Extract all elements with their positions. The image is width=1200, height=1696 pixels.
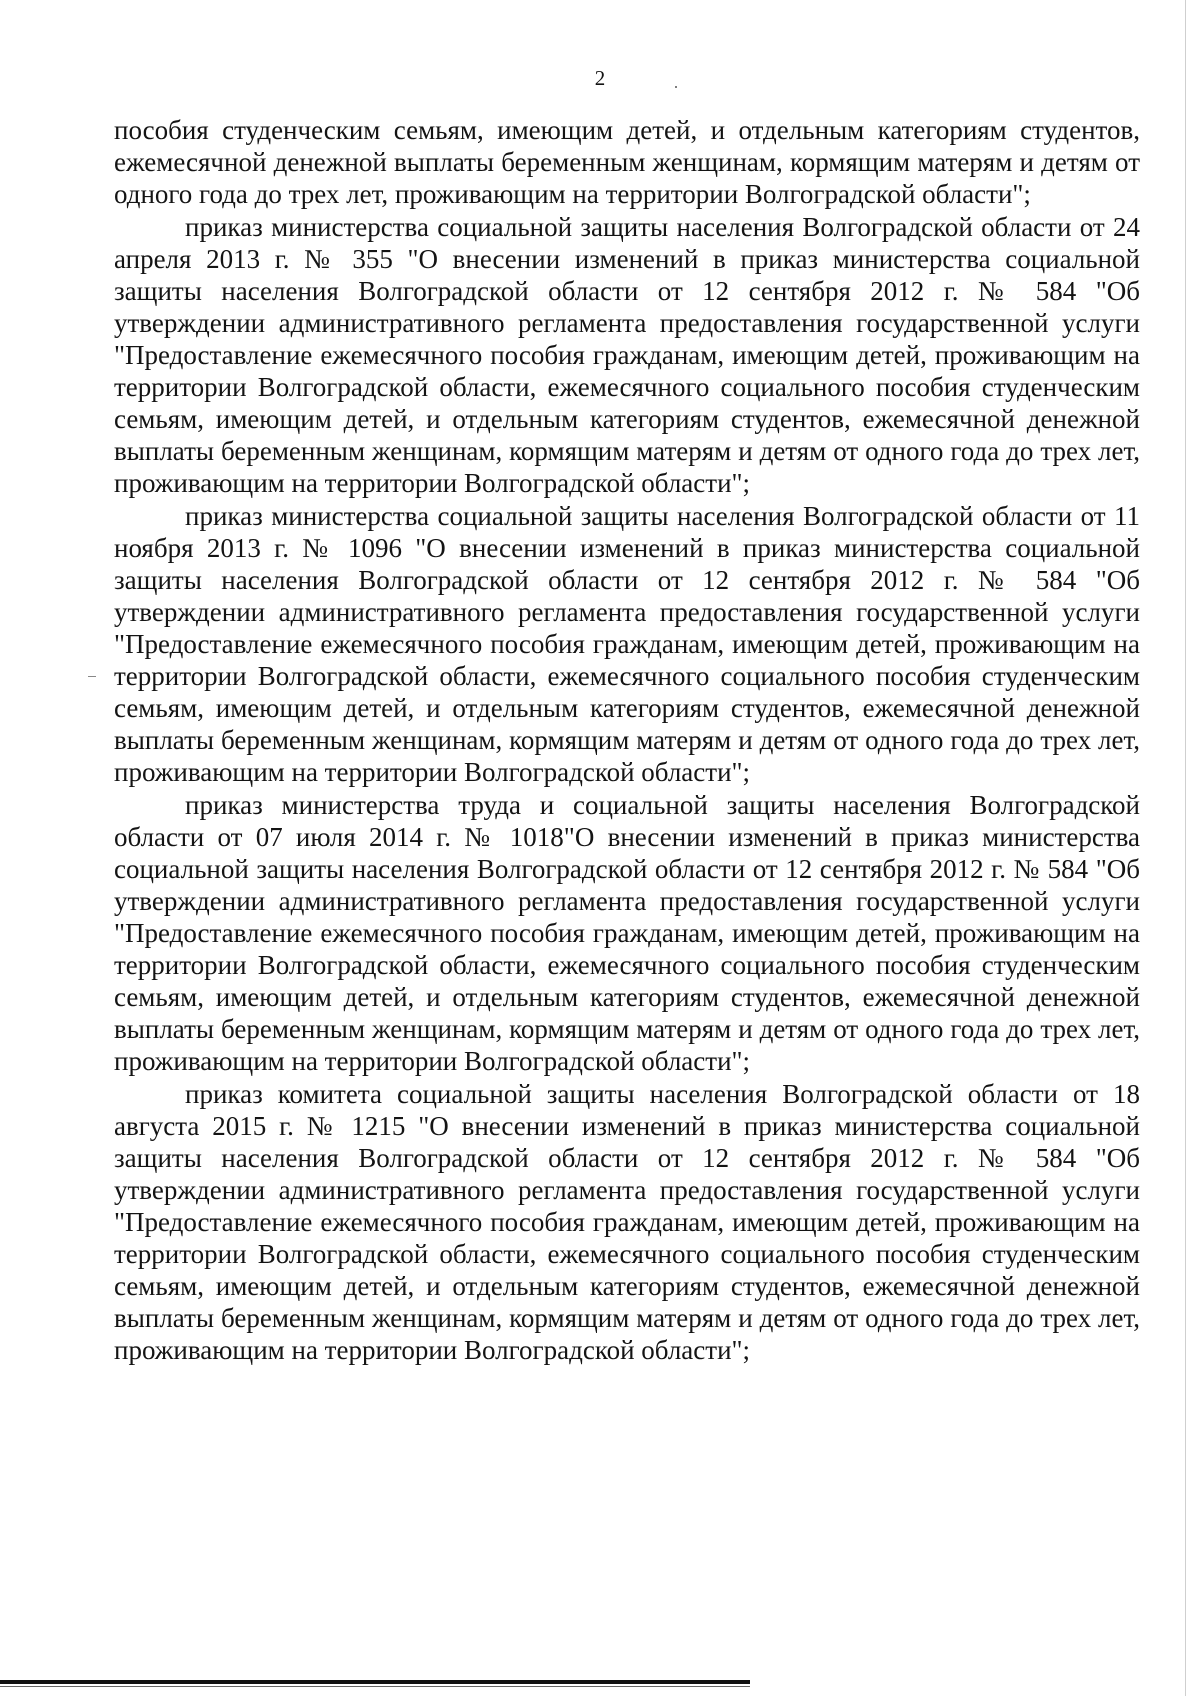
scan-right-edge	[1185, 0, 1186, 1696]
scan-bottom-rule	[0, 1680, 750, 1684]
paragraph-continuation: пособия студенческим семьям, имеющим детей, и отдельным категориям студентов, ежемесячной денежной выплаты беременным женщинам, кормящим матерям и детям от одного года до трех лет, проживающим на территории Волгоградской области";	[114, 115, 1140, 209]
margin-dash-mark	[88, 676, 96, 677]
scan-dot-mark	[675, 86, 677, 88]
paragraph-order-1018: приказ министерства труда и социальной защиты населения Волгоградской области от 07 июля 2014 г. № 1018"О внесении изменений в приказ министерства социальной защиты населения Волгоградской области от 12 сентября 2012 г. № 584 "Об утверждении административного регламента предоставления государственной услуги "Предоставление ежемесячного пособия гражданам, имеющим детей, проживающим на территории Волгоградской области, ежемесячного социального пособия студенческим семьям, имеющим детей, и отдельным категориям студентов, ежемесячной денежной выплаты беременным женщинам, кормящим матерям и детям от одного года до трех лет, проживающим на территории Волгоградской области";	[114, 790, 1140, 1076]
paragraph-order-355: приказ министерства социальной защиты населения Волгоградской области от 24 апреля 2013 г. № 355 "О внесении изменений в приказ министерства социальной защиты населения Волгоградской области от 12 сентября 2012 г. № 584 "Об утверждении административного регламента предоставления государственной услуги "Предоставление ежемесячного пособия гражданам, имеющим детей, проживающим на территории Волгоградской области, ежемесячного социального пособия студенческим семьям, имеющим детей, и отдельным категориям студентов, ежемесячной денежной выплаты беременным женщинам, кормящим матерям и детям от одного года до трех лет, проживающим на территории Волгоградской области";	[114, 212, 1140, 498]
paragraph-order-1096: приказ министерства социальной защиты населения Волгоградской области от 11 ноября 2013 г. № 1096 "О внесении изменений в приказ министерства социальной защиты населения Волгоградской области от 12 сентября 2012 г. № 584 "Об утверждении административного регламента предоставления государственной услуги "Предоставление ежемесячного пособия гражданам, имеющим детей, проживающим на территории Волгоградской области, ежемесячного социального пособия студенческим семьям, имеющим детей, и отдельным категориям студентов, ежемесячной денежной выплаты беременным женщинам, кормящим матерям и детям от одного года до трех лет, проживающим на территории Волгоградской области";	[114, 501, 1140, 787]
page-number: 2	[594, 66, 606, 90]
paragraph-order-1215: приказ комитета социальной защиты населения Волгоградской области от 18 августа 2015 г. № 1215 "О внесении изменений в приказ министерства социальной защиты населения Волгоградской области от 12 сентября 2012 г. № 584 "Об утверждении административного регламента предоставления государственной услуги "Предоставление ежемесячного пособия гражданам, имеющим детей, проживающим на территории Волгоградской области, ежемесячного социального пособия студенческим семьям, имеющим детей, и отдельным категориям студентов, ежемесячной денежной выплаты беременным женщинам, кормящим матерям и детям от одного года до трех лет, проживающим на территории Волгоградской области";	[114, 1079, 1140, 1365]
document-body	[114, 114, 1140, 1367]
scan-bottom-rule-thin	[0, 1686, 750, 1687]
